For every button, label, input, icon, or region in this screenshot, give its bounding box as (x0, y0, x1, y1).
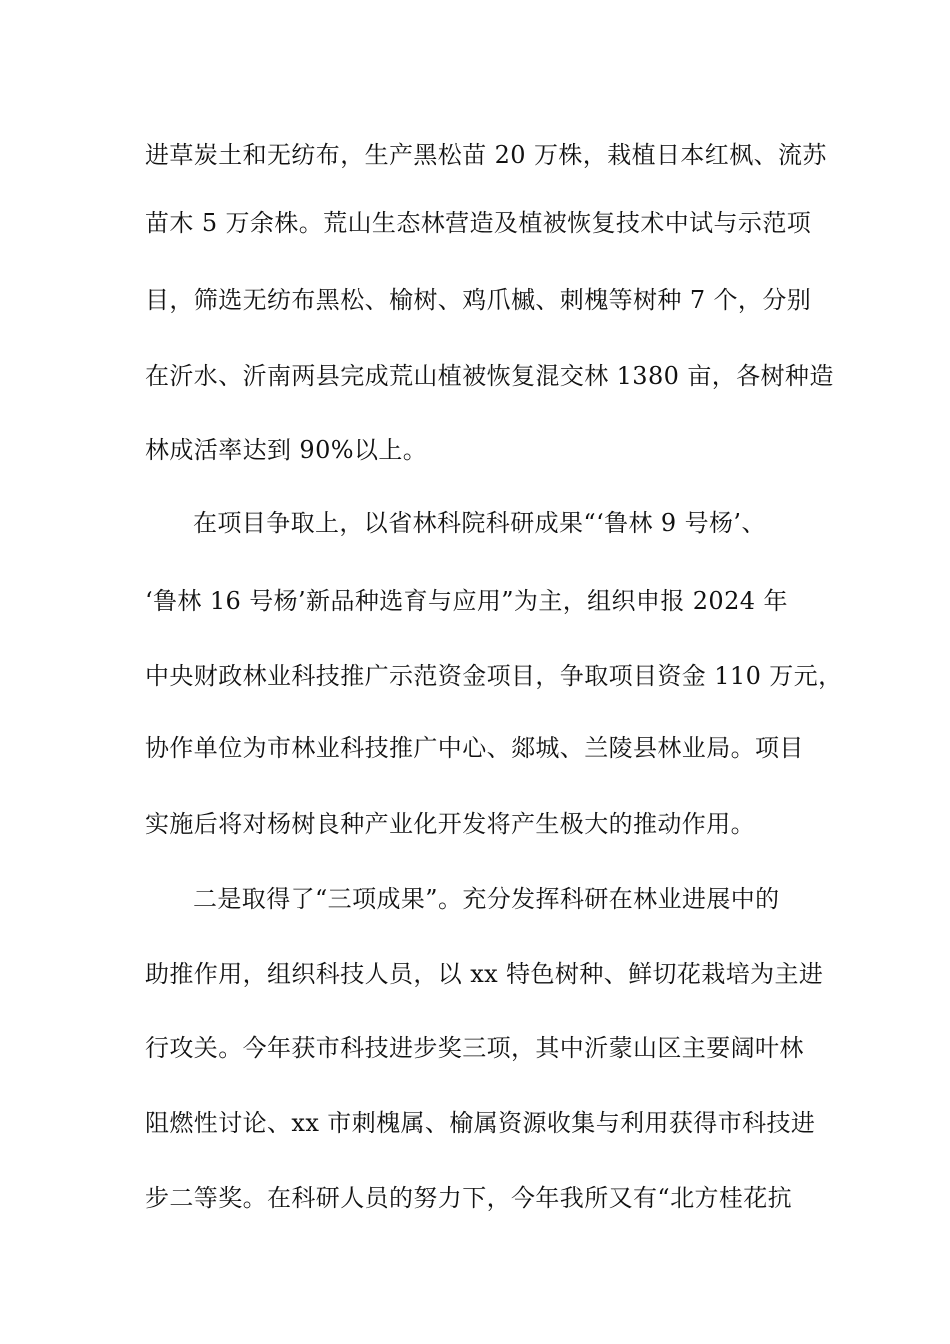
text-line: 实施后将对杨树良种产业化开发将产生极大的推动作用。 (145, 810, 755, 838)
text-line: 进草炭土和无纺布，生产黑松苗 20 万株，栽植日本红枫、流苏 (145, 141, 827, 169)
text-line: 协作单位为市林业科技推广中心、郯城、兰陵县林业局。项目 (145, 734, 804, 762)
text-line: 助推作用，组织科技人员，以 xx 特色树种、鲜切花栽培为主进 (145, 960, 824, 988)
paragraph-first-line: 二是取得了“三项成果”。充分发挥科研在林业进展中的 (193, 885, 780, 913)
text-line: 林成活率达到 90%以上。 (145, 436, 428, 464)
paragraph-first-line: 在项目争取上，以省林科院科研成果“‘鲁林 9 号杨’、 (193, 509, 766, 537)
text-line: 在沂水、沂南两县完成荒山植被恢复混交林 1380 亩，各树种造 (145, 362, 834, 390)
text-line: 中央财政林业科技推广示范资金项目，争取项目资金 110 万元， (145, 662, 843, 690)
text-line: 阻燃性讨论、xx 市刺槐属、榆属资源收集与利用获得市科技进 (145, 1109, 816, 1137)
text-line: 苗木 5 万余株。荒山生态林营造及植被恢复技术中试与示范项 (145, 209, 812, 237)
text-line: 步二等奖。在科研人员的努力下，今年我所又有“北方桂花抗 (145, 1184, 793, 1212)
text-line: 目，筛选无纺布黑松、榆树、鸡爪槭、刺槐等树种 7 个，分别 (145, 286, 812, 314)
text-line: ‘鲁林 16 号杨’新品种选育与应用”为主，组织申报 2024 年 (145, 587, 788, 615)
text-line: 行攻关。今年获市科技进步奖三项，其中沂蒙山区主要阔叶林 (145, 1034, 804, 1062)
